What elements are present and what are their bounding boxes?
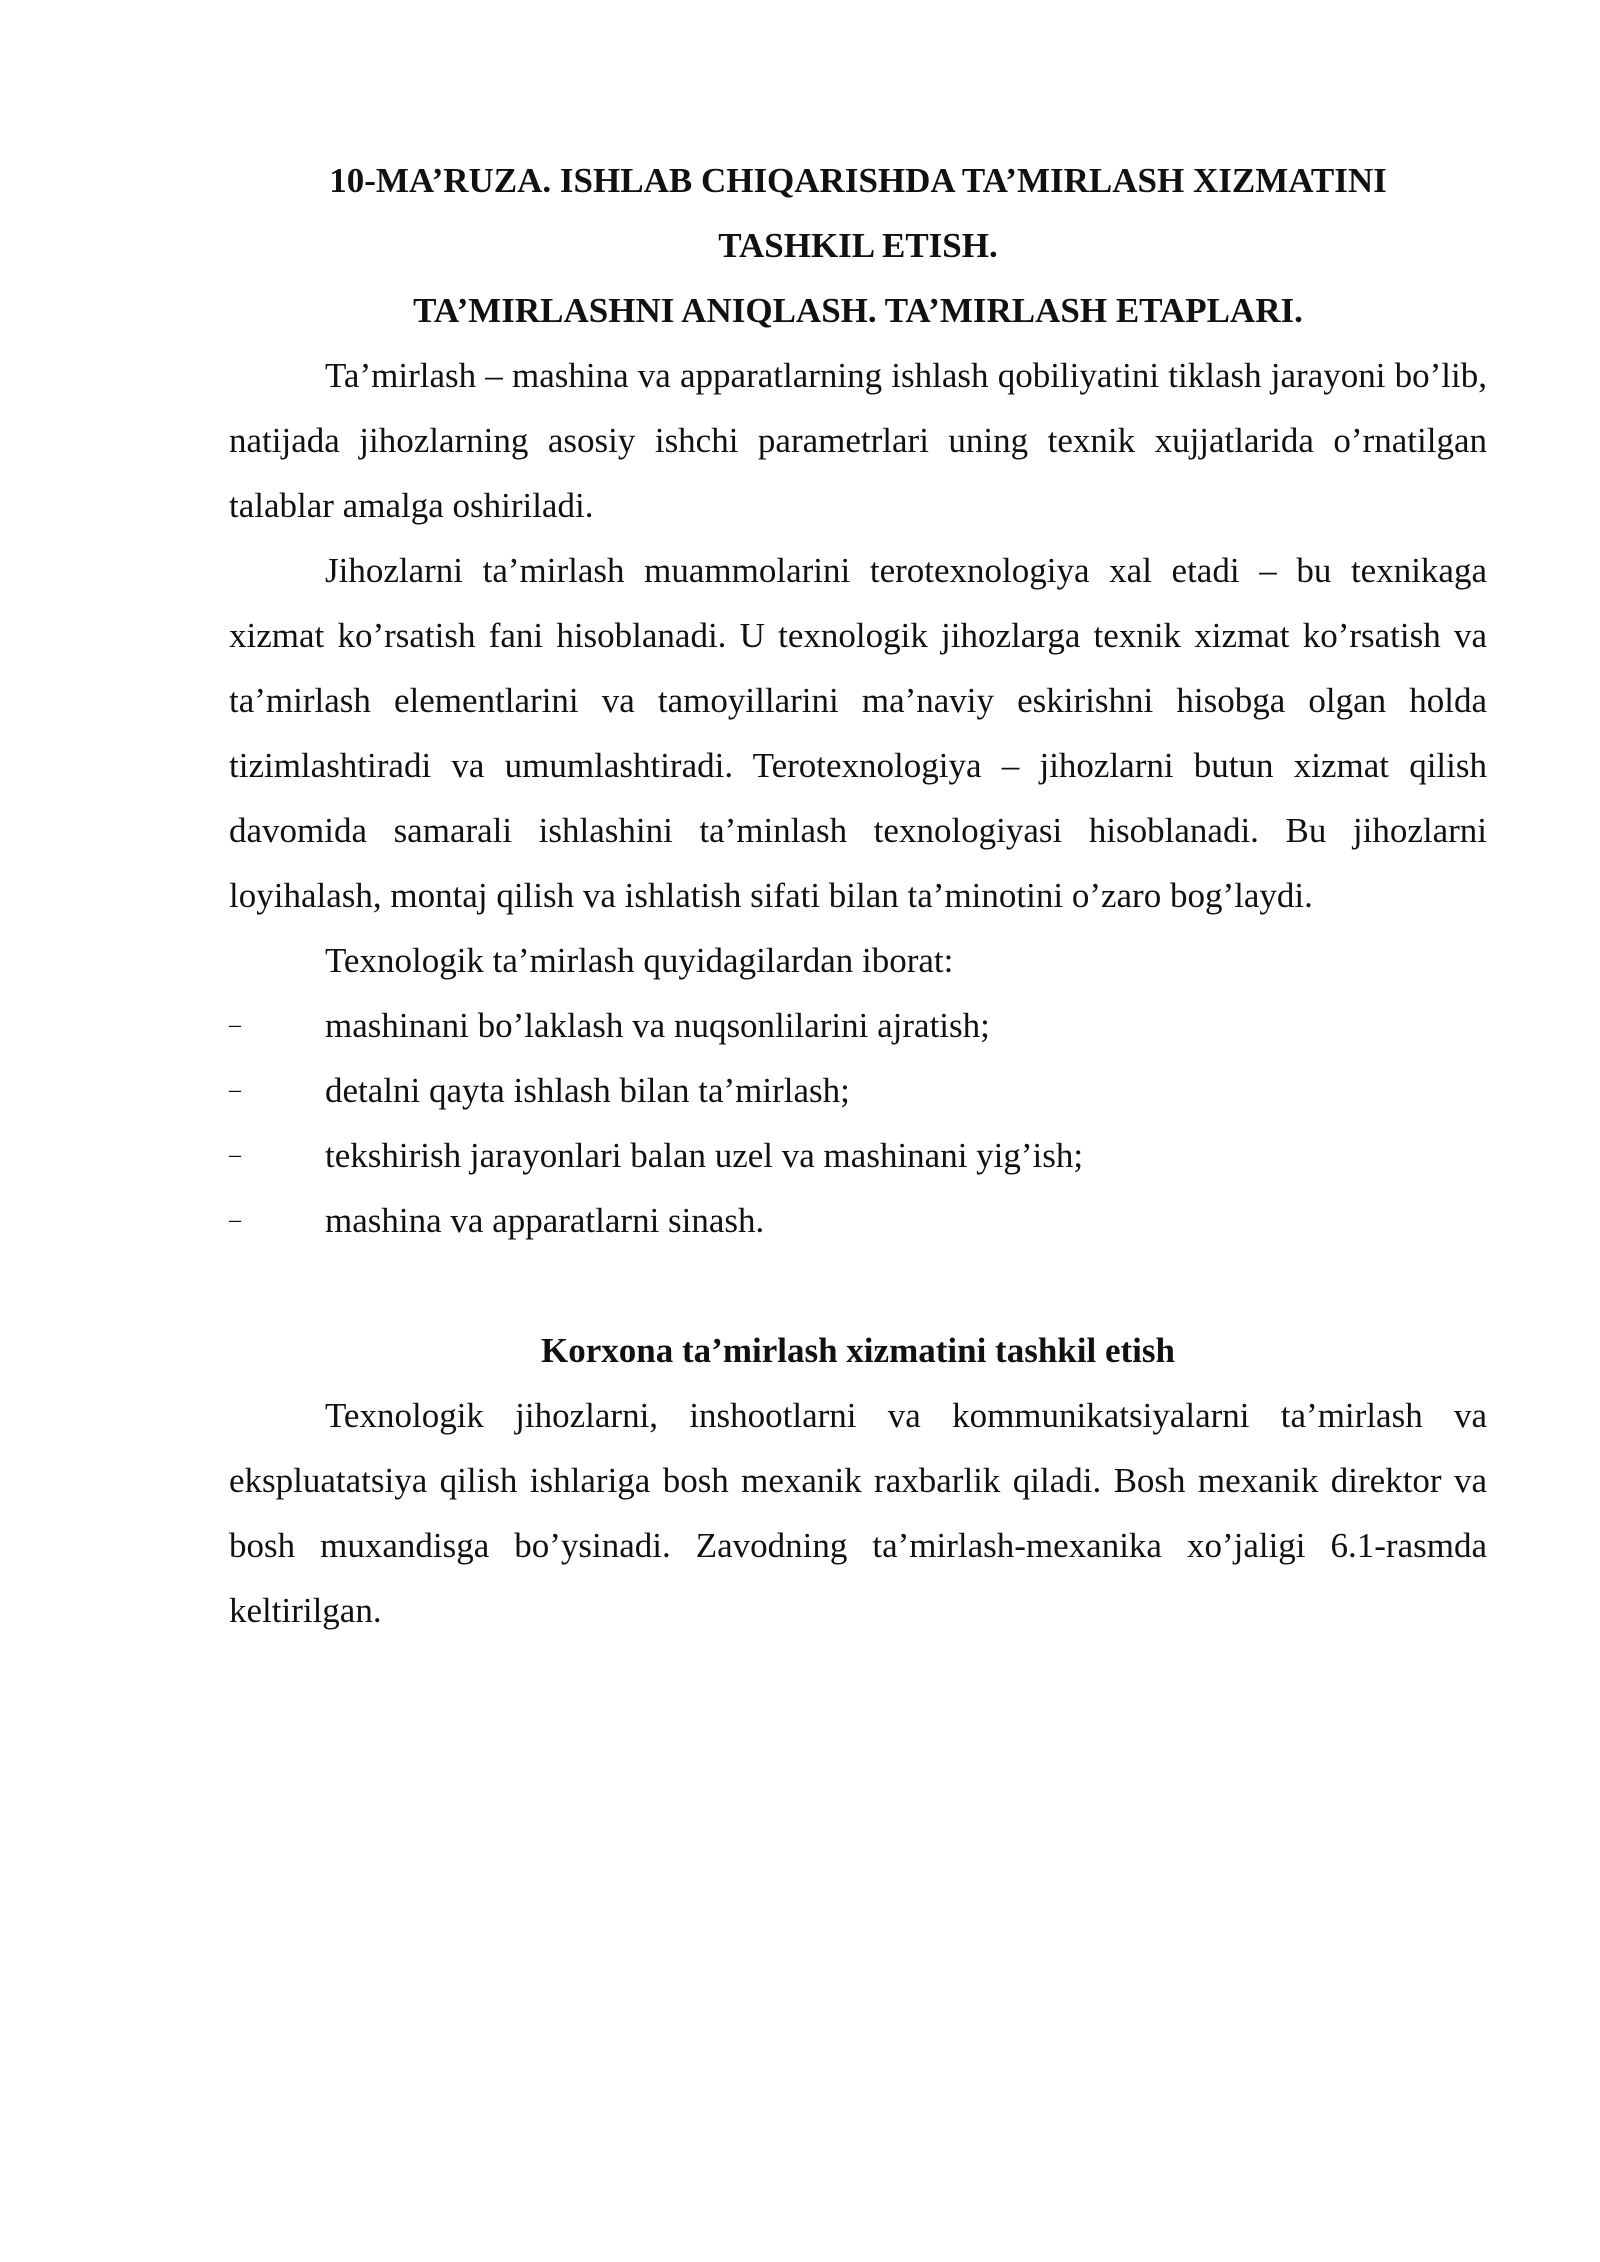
list-bullet: –	[229, 1012, 241, 1038]
document-page	[229, 148, 1487, 1643]
list-item	[229, 1188, 1487, 1253]
list-bullet: –	[229, 1077, 241, 1103]
paragraph-list-intro: Texnologik ta’mirlash quyidagilardan iborat:	[325, 941, 954, 980]
repair-steps-list	[229, 993, 1487, 1253]
paragraph-definition: Ta’mirlash – mashina va apparatlarning ishlash qobiliyatini tiklash jarayoni bo’lib, natijada jihozlarning asosiy ishchi parametrlari uning texnik xujjatlarida o’rnatilgan talablar amalga oshiriladi.	[229, 356, 1487, 525]
list-item	[229, 993, 1487, 1058]
section-heading: Korxona ta’mirlash xizmatini tashkil etish	[541, 1331, 1175, 1370]
paragraph-terotechnology: Jihozlarni ta’mirlash muammolarini terotexnologiya xal etadi – bu texnikaga xizmat ko’rsatish fani hisoblanadi. U texnologik jihozlarga texnik xizmat ko’rsatish va ta’mirlash elementlarini va tamoyillarini ma’naviy eskirishni hisobga olgan holda tizimlashtiradi va umumlashtiradi. Terotexnologiya – jihozlarni butun xizmat qilish davomida samarali ishlashini ta’minlash texnologiyasi hisoblanadi. Bu jihozlarni loyihalash, montaj qilish va ishlatish sifati bilan ta’minotini o’zaro bog’laydi.	[229, 551, 1487, 915]
list-item-text: mashinani bo’laklash va nuqsonlilarini ajratish;	[325, 1006, 990, 1045]
title-line-1: 10-MA’RUZA. ISHLAB CHIQARISHDA TA’MIRLASH XIZMATINI	[329, 161, 1387, 200]
list-bullet: –	[229, 1207, 241, 1233]
title-line-2: TASHKIL ETISH.	[718, 226, 998, 265]
list-item-text: mashina va apparatlarni sinash.	[325, 1201, 765, 1240]
paragraph-repair-service: Texnologik jihozlarni, inshootlarni va kommunikatsiyalarni ta’mirlash va ekspluatatsiya qilish ishlariga bosh mexanik raxbarlik qiladi. Bosh mexanik direktor va bosh muxandisga bo’ysinadi. Zavodning ta’mirlash-mexanika xo’jaligi 6.1-rasmda keltirilgan.	[229, 1396, 1487, 1630]
list-item	[229, 1058, 1487, 1123]
list-bullet: –	[229, 1142, 241, 1168]
list-item-text: tekshirish jarayonlari balan uzel va mashinani yig’ish;	[325, 1136, 1084, 1175]
list-item-text: detalni qayta ishlash bilan ta’mirlash;	[325, 1071, 850, 1110]
title-line-3: TA’MIRLASHNI ANIQLASH. TA’MIRLASH ETAPLARI.	[413, 291, 1303, 330]
list-item	[229, 1123, 1487, 1188]
